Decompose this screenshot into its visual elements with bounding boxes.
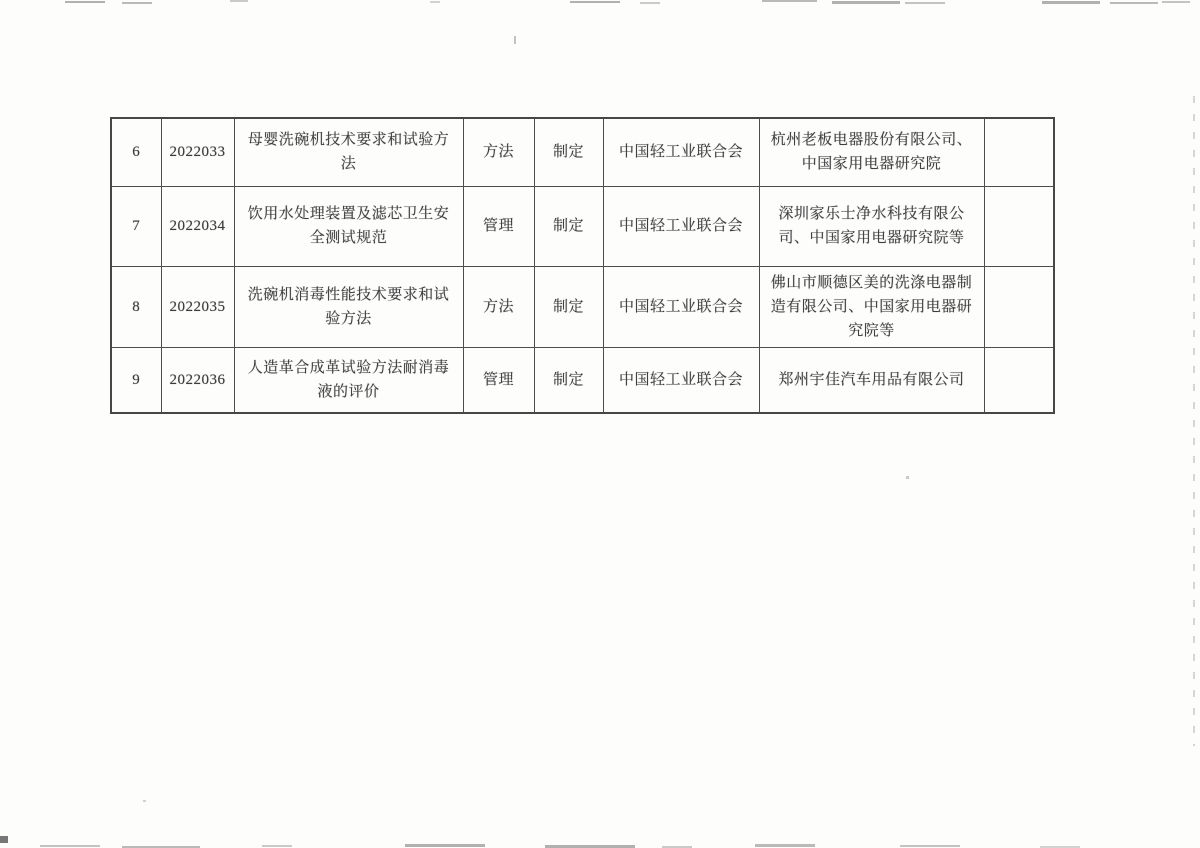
org-cell: 中国轻工业联合会: [603, 266, 759, 347]
remark-cell: [984, 186, 1054, 266]
companies-cell: 佛山市顺德区美的洗涤电器制造有限公司、中国家用电器研究院等: [759, 266, 984, 347]
companies-cell: 深圳家乐士净水科技有限公司、中国家用电器研究院等: [759, 186, 984, 266]
scan-speck: [262, 845, 292, 847]
scan-speck: [832, 1, 900, 4]
seq-cell: 6: [111, 118, 161, 186]
action-cell: 制定: [534, 118, 603, 186]
scan-speck: [40, 845, 100, 847]
scan-speck: [1042, 1, 1100, 4]
org-cell: 中国轻工业联合会: [603, 118, 759, 186]
code-cell: 2022036: [161, 347, 234, 413]
table-row: [111, 266, 1054, 347]
org-cell: 中国轻工业联合会: [603, 186, 759, 266]
scan-speck: [514, 36, 516, 44]
scan-speck: [143, 800, 146, 802]
scan-speck: [1110, 2, 1158, 4]
remark-cell: [984, 266, 1054, 347]
category-cell: 管理: [463, 347, 534, 413]
scan-speck: [1162, 1, 1190, 3]
code-cell: 2022033: [161, 118, 234, 186]
standards-table: [110, 117, 1055, 414]
scan-speck: [230, 0, 248, 2]
category-cell: 方法: [463, 118, 534, 186]
scan-speck: [430, 1, 440, 3]
action-cell: 制定: [534, 347, 603, 413]
action-cell: 制定: [534, 266, 603, 347]
table-row: [111, 186, 1054, 266]
seq-cell: 7: [111, 186, 161, 266]
scanner-edge-artifact: [1193, 96, 1195, 746]
category-cell: 管理: [463, 186, 534, 266]
table-row: [111, 347, 1054, 413]
org-cell: 中国轻工业联合会: [603, 347, 759, 413]
seq-cell: 8: [111, 266, 161, 347]
name-cell: 饮用水处理装置及滤芯卫生安全测试规范: [234, 186, 463, 266]
companies-cell: 杭州老板电器股份有限公司、中国家用电器研究院: [759, 118, 984, 186]
code-cell: 2022035: [161, 266, 234, 347]
scan-speck: [405, 844, 485, 847]
scan-speck: [640, 2, 660, 4]
companies-cell: 郑州宇佳汽车用品有限公司: [759, 347, 984, 413]
scan-speck: [0, 836, 8, 843]
scan-speck: [570, 1, 620, 3]
table-row: [111, 118, 1054, 186]
name-cell: 人造革合成革试验方法耐消毒液的评价: [234, 347, 463, 413]
scan-speck: [906, 476, 909, 479]
scan-speck: [900, 845, 960, 847]
remark-cell: [984, 347, 1054, 413]
scan-speck: [905, 2, 945, 4]
code-cell: 2022034: [161, 186, 234, 266]
remark-cell: [984, 118, 1054, 186]
name-cell: 洗碗机消毒性能技术要求和试验方法: [234, 266, 463, 347]
scan-speck: [762, 0, 817, 2]
action-cell: 制定: [534, 186, 603, 266]
standards-table-body: [111, 118, 1054, 413]
name-cell: 母婴洗碗机技术要求和试验方法: [234, 118, 463, 186]
category-cell: 方法: [463, 266, 534, 347]
seq-cell: 9: [111, 347, 161, 413]
scan-speck: [755, 844, 815, 847]
scan-speck: [65, 1, 105, 3]
scan-speck: [122, 2, 152, 4]
